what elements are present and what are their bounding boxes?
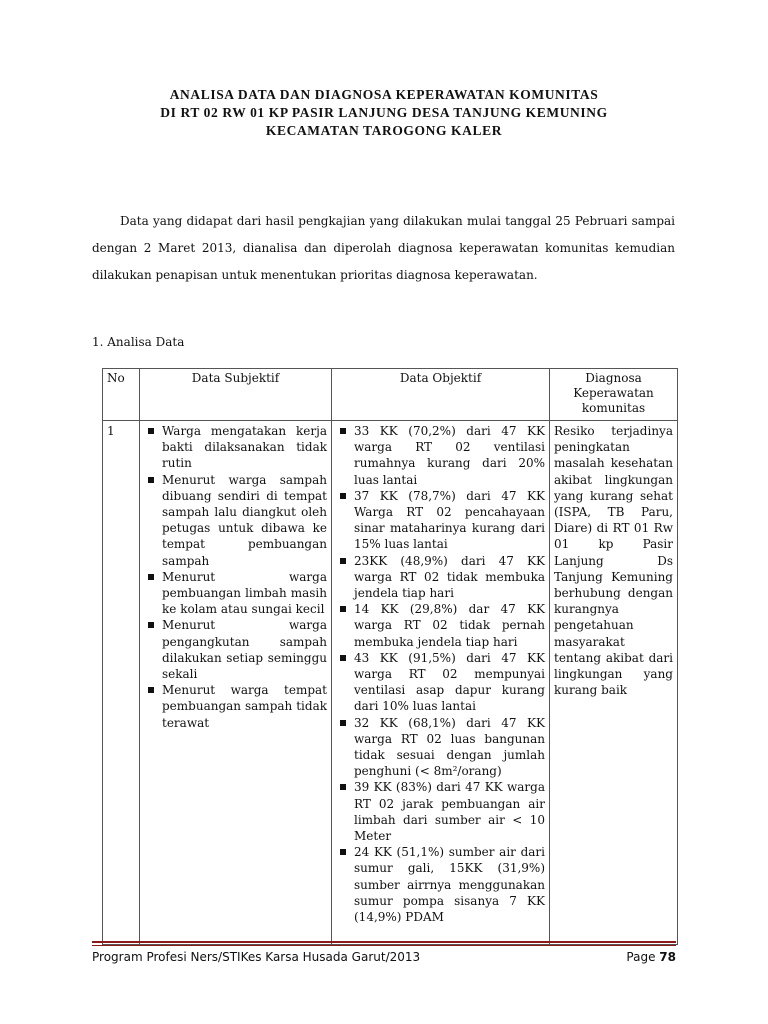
title-line-3: KECAMATAN TAROGONG KALER <box>265 123 503 138</box>
list-item-text: Menurut warga pembuangan limbah masih ke kolam atau sungai kecil <box>162 569 327 617</box>
list-item <box>336 715 545 780</box>
bullet-icon <box>340 655 346 661</box>
cell-diagnosa <box>550 421 678 945</box>
section-heading: 1. Analisa Data <box>92 335 185 349</box>
bullet-icon <box>340 493 346 499</box>
page-number: 78 <box>659 950 676 964</box>
bullet-icon <box>340 558 346 564</box>
bullet-icon <box>340 784 346 790</box>
list-item <box>336 488 545 553</box>
list-item-text: 32 KK (68,1%) dari 47 KK warga RT 02 luas bangunan tidak sesuai dengan jumlah penghuni (< 8m²/orang) <box>354 715 545 779</box>
list-item-text: 37 KK (78,7%) dari 47 KK Warga RT 02 pencahayaan sinar mataharinya kurang dari 15% luas lantai <box>354 488 545 552</box>
intro-text: Data yang didapat dari hasil pengkajian yang dilakukan mulai tanggal 25 Pebruari sampai dengan 2 Maret 2013, dianalisa dan diperolah diagnosa keperawatan komunitas kemudian dilakukan penapisan untuk menentukan prioritas diagnosa keperawatan. <box>92 214 675 282</box>
objektif-list <box>336 423 545 925</box>
cell-no: 1 <box>103 421 140 945</box>
table-row <box>103 421 678 945</box>
list-item <box>144 423 327 472</box>
list-item-text: 23KK (48,9%) dari 47 KK warga RT 02 tidak membuka jendela tiap hari <box>354 553 545 601</box>
list-item <box>336 844 545 925</box>
bullet-icon <box>340 606 346 612</box>
subjektif-list <box>144 423 327 731</box>
bullet-icon <box>148 477 154 483</box>
bullet-icon <box>340 428 346 434</box>
list-item <box>336 553 545 602</box>
title-line-2: DI RT 02 RW 01 KP PASIR LANJUNG DESA TANJUNG KEMUNING <box>160 105 608 120</box>
list-item <box>336 601 545 650</box>
page-label: Page <box>626 950 656 964</box>
bullet-icon <box>340 849 346 855</box>
list-item-text: 43 KK (91,5%) dari 47 KK warga RT 02 mempunyai ventilasi asap dapur kurang dari 10% luas lantai <box>354 650 545 714</box>
cell-data-objektif <box>332 421 550 945</box>
list-item <box>144 569 327 618</box>
list-item-text: 24 KK (51,1%) sumber air dari sumur gali, 15KK (31,9%) sumber airrnya menggunakan sumur pompa sisanya 7 KK (14,9%) PDAM <box>354 845 545 925</box>
footer-divider-thin <box>92 945 676 946</box>
list-item <box>336 650 545 715</box>
header-data-objektif: Data Objektif <box>332 369 550 421</box>
title-line-1: ANALISA DATA DAN DIAGNOSA KEPERAWATAN KOMUNITAS <box>169 87 599 102</box>
bullet-icon <box>148 428 154 434</box>
list-item-text: Menurut warga pengangkutan sampah dilakukan setiap seminggu sekali <box>162 618 327 682</box>
analisa-data-table <box>102 368 678 945</box>
list-item-text: 33 KK (70,2%) dari 47 KK warga RT 02 ventilasi rumahnya kurang dari 20% luas lantai <box>354 424 545 487</box>
bullet-icon <box>148 622 154 628</box>
bullet-icon <box>340 720 346 726</box>
list-item-text: Menurut warga sampah dibuang sendiri di tempat sampah lalu diangkut oleh petugas untuk dibawa ke tempat pembuangan sampah <box>162 472 327 568</box>
table-header-row <box>103 369 678 421</box>
list-item <box>144 682 327 731</box>
header-data-subjektif: Data Subjektif <box>140 369 332 421</box>
list-item <box>336 779 545 844</box>
diagnosa-text: Resiko terjadinya peningkatan masalah kesehatan akibat lingkungan yang kurang sehat (ISPA, TB Paru, Diare) di RT 01 Rw 01 kp Pasir Lanjung Ds Tanjung Kemuning berhubung dengan kurangnya pengetahuan masyarakat tentang akibat dari lingkungan yang kurang baik <box>554 424 673 698</box>
list-item-text: Menurut warga tempat pembuangan sampah tidak terawat <box>162 683 327 730</box>
footer-institution: Program Profesi Ners/STIKes Karsa Husada Garut/2013 <box>92 950 421 964</box>
intro-paragraph <box>92 208 675 289</box>
cell-data-subjektif <box>140 421 332 945</box>
list-item <box>336 423 545 488</box>
bullet-icon <box>148 687 154 693</box>
list-item-text: 39 KK (83%) dari 47 KK warga RT 02 jarak pembuangan air limbah dari sumber air < 10 Meter <box>354 780 545 844</box>
list-item <box>144 617 327 682</box>
footer-page <box>600 950 676 964</box>
header-diagnosa: Diagnosa Keperawatan komunitas <box>550 369 678 421</box>
header-no: No <box>103 369 140 421</box>
bullet-icon <box>148 574 154 580</box>
document-title <box>0 86 768 140</box>
footer-divider-thick <box>92 941 676 943</box>
list-item <box>144 472 327 569</box>
list-item-text: 14 KK (29,8%) dar 47 KK warga RT 02 tidak pernah membuka jendela tiap hari <box>354 602 545 649</box>
list-item-text: Warga mengatakan kerja bakti dilaksanakan tidak rutin <box>162 424 327 471</box>
